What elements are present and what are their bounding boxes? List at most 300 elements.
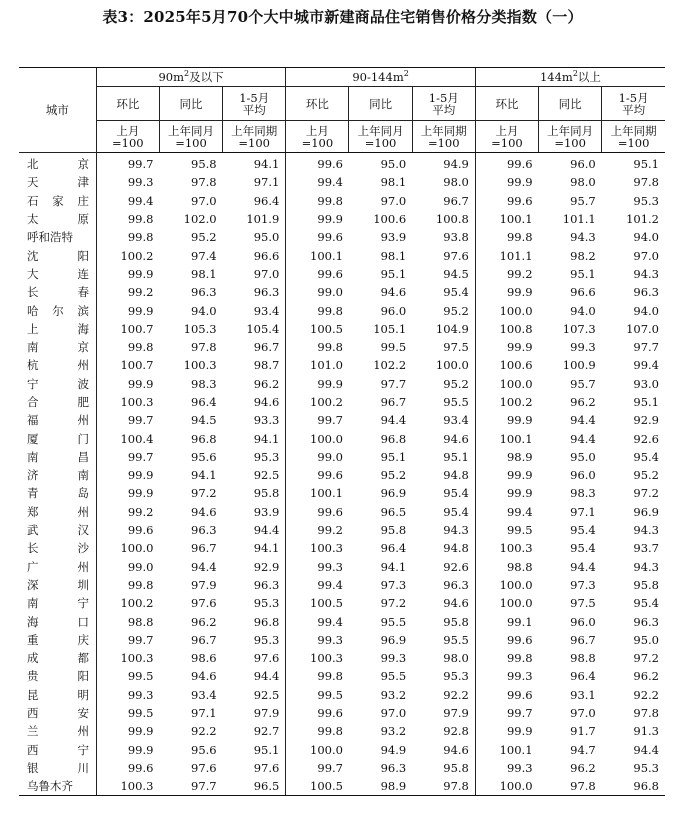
base-label: 上月: [116, 123, 140, 138]
value-cell: 95.8: [191, 157, 217, 172]
value-cell: 97.8: [633, 706, 659, 721]
value-cell: 95.1: [380, 266, 407, 281]
value-cell: 99.6: [475, 631, 538, 649]
value-cell: 99.8: [286, 722, 349, 740]
table-body: [19, 153, 665, 796]
value-cell: 99.8: [96, 228, 159, 246]
value-cell: 99.4: [286, 576, 349, 594]
value-cell: 99.8: [286, 301, 349, 319]
value-cell: 97.1: [253, 175, 280, 190]
value-cell: 100.1: [475, 429, 538, 447]
value-cell: 94.4: [570, 431, 596, 446]
value-cell: 94.6: [443, 742, 469, 757]
value-cell: 99.8: [96, 210, 159, 228]
city-name: 福 州: [27, 413, 89, 428]
value-cell: 100.0: [475, 375, 538, 393]
value-cell: 100.0: [475, 301, 538, 319]
value-cell: 99.9: [286, 375, 349, 393]
base-value: =100: [238, 135, 270, 150]
city-name: 大 连: [27, 266, 89, 281]
city-name: 西 安: [27, 706, 89, 721]
value-cell: 100.5: [286, 777, 349, 796]
metric-header: [349, 87, 412, 121]
value-cell: 95.1: [253, 742, 280, 757]
metric-label: 同比: [558, 96, 582, 111]
city-cell: [19, 448, 96, 466]
value-cell: 97.8: [191, 175, 217, 190]
value-cell: 99.9: [96, 265, 159, 283]
value-cell: 99.4: [633, 358, 659, 373]
value-cell: 95.3: [633, 760, 659, 775]
base-header: [286, 121, 349, 153]
value-cell: 98.3: [570, 486, 596, 501]
value-cell: 99.7: [475, 704, 538, 722]
value-cell: 105.3: [183, 321, 217, 336]
value-cell: 96.6: [570, 285, 596, 300]
value-cell: 99.7: [96, 153, 159, 174]
value-cell: 95.4: [570, 523, 596, 538]
city-cell: [19, 338, 96, 356]
value-cell: 99.8: [286, 338, 349, 356]
value-cell: 95.1: [443, 449, 469, 464]
value-cell: 93.0: [633, 376, 659, 391]
value-cell: 101.0: [286, 356, 349, 374]
table-row: [19, 246, 665, 264]
value-cell: 97.1: [570, 504, 596, 519]
value-cell: 97.6: [191, 760, 217, 775]
value-cell: 97.8: [412, 777, 475, 796]
city-cell: [19, 558, 96, 576]
city-cell: [19, 612, 96, 630]
city-cell: [19, 265, 96, 283]
value-cell: 100.3: [475, 539, 538, 557]
value-cell: 94.3: [570, 230, 596, 245]
city-name: 长 春: [27, 285, 89, 300]
value-cell: 92.9: [253, 559, 280, 574]
metric-header: [539, 87, 602, 121]
value-cell: 99.6: [286, 228, 349, 246]
table-title: 表3：2025年5月70个大中城市新建商品住宅销售价格分类指数（一）: [102, 8, 583, 26]
value-cell: 96.9: [380, 632, 407, 647]
table-row: [19, 320, 665, 338]
city-name: 上 海: [27, 321, 89, 336]
value-cell: 95.2: [191, 230, 217, 245]
city-cell: [19, 722, 96, 740]
value-cell: 99.9: [96, 375, 159, 393]
value-cell: 94.4: [633, 742, 659, 757]
value-cell: 94.7: [570, 742, 596, 757]
metric-sublabel: 平均: [242, 102, 266, 117]
value-cell: 100.7: [96, 356, 159, 374]
value-cell: 99.9: [286, 210, 349, 228]
value-cell: 94.8: [443, 541, 469, 556]
value-cell: 97.0: [191, 193, 217, 208]
value-cell: 99.9: [475, 484, 538, 502]
value-cell: 98.7: [253, 358, 280, 373]
size-group-suffix: 及以下: [189, 70, 224, 84]
metric-header: [223, 87, 286, 121]
base-label: 上年同期: [420, 123, 467, 138]
table-row: [19, 173, 665, 191]
metric-header: [412, 87, 475, 121]
value-cell: 94.8: [443, 468, 469, 483]
value-cell: 97.7: [159, 777, 222, 796]
value-cell: 93.7: [633, 541, 659, 556]
city-name: 长 沙: [27, 541, 89, 556]
city-name: 宁 波: [27, 376, 89, 391]
table-row: [19, 153, 665, 174]
value-cell: 95.1: [633, 157, 659, 172]
value-cell: 95.6: [191, 742, 217, 757]
table-row: [19, 283, 665, 301]
city-name: 北 京: [27, 157, 89, 172]
base-value: =100: [175, 135, 207, 150]
value-cell: 99.5: [286, 686, 349, 704]
value-cell: 94.4: [380, 413, 407, 428]
city-cell: [19, 576, 96, 594]
value-cell: 99.9: [475, 173, 538, 191]
value-cell: 99.9: [475, 411, 538, 429]
value-cell: 104.9: [435, 321, 469, 336]
value-cell: 94.1: [380, 559, 407, 574]
city-cell: [19, 173, 96, 191]
value-cell: 99.0: [286, 448, 349, 466]
value-cell: 96.4: [191, 395, 217, 409]
metric-label: 1-5月: [239, 90, 270, 105]
value-cell: 97.6: [253, 651, 280, 666]
value-cell: 100.6: [475, 356, 538, 374]
value-cell: 99.3: [570, 340, 596, 355]
base-header: [475, 121, 538, 153]
value-cell: 100.3: [96, 777, 159, 796]
value-cell: 96.7: [191, 541, 217, 556]
value-cell: 99.7: [96, 411, 159, 429]
base-value: =100: [491, 135, 523, 150]
city-cell: [19, 192, 96, 210]
table-row: [19, 228, 665, 246]
size-group-sup: 2: [183, 69, 190, 78]
value-cell: 94.6: [253, 395, 280, 409]
city-cell: [19, 777, 96, 796]
value-cell: 93.1: [570, 687, 596, 702]
value-cell: 100.1: [286, 484, 349, 502]
city-cell: [19, 246, 96, 264]
value-cell: 95.8: [633, 577, 659, 592]
metric-label: 1-5月: [428, 90, 459, 105]
city-cell: [19, 210, 96, 228]
value-cell: 96.2: [253, 376, 280, 391]
value-cell: 96.2: [570, 760, 596, 775]
base-value: =100: [301, 135, 334, 150]
city-cell: [19, 686, 96, 704]
size-group-sup: 2: [572, 69, 578, 78]
value-cell: 94.9: [443, 157, 469, 172]
price-index-table: [19, 67, 665, 796]
value-cell: 95.5: [443, 632, 469, 647]
city-cell: [19, 356, 96, 374]
value-cell: 97.2: [191, 486, 217, 501]
city-cell: [19, 594, 96, 612]
value-cell: 96.4: [253, 193, 280, 208]
value-cell: 99.6: [475, 192, 538, 210]
value-cell: 96.7: [570, 632, 596, 647]
value-cell: 95.4: [633, 596, 659, 611]
value-cell: 97.5: [443, 340, 469, 355]
value-cell: 98.8: [570, 651, 596, 666]
base-header: [539, 121, 602, 153]
table-row: [19, 466, 665, 484]
value-cell: 100.3: [96, 649, 159, 667]
value-cell: 100.0: [286, 741, 349, 759]
value-cell: 100.2: [96, 594, 159, 612]
value-cell: 97.0: [570, 706, 596, 721]
table-row: [19, 594, 665, 612]
value-cell: 92.8: [443, 724, 469, 739]
value-cell: 99.2: [475, 265, 538, 283]
metric-label: 环比: [495, 96, 519, 111]
base-label: 上月: [305, 123, 329, 138]
city-cell: [19, 301, 96, 319]
value-cell: 95.1: [380, 449, 407, 464]
table-row: [19, 338, 665, 356]
value-cell: 94.0: [570, 303, 596, 318]
table-row: [19, 576, 665, 594]
value-cell: 100.0: [475, 777, 538, 796]
metric-label: 环比: [305, 96, 329, 111]
city-name: 银 川: [27, 760, 89, 775]
value-cell: 100.2: [286, 393, 349, 411]
value-cell: 96.8: [253, 614, 280, 629]
value-cell: 94.6: [191, 504, 217, 519]
city-name: 天 津: [27, 175, 89, 190]
value-cell: 96.2: [633, 669, 659, 684]
table-row: [19, 503, 665, 521]
city-cell: [19, 375, 96, 393]
value-cell: 100.3: [286, 539, 349, 557]
table-row: [19, 192, 665, 210]
value-cell: 99.8: [286, 192, 349, 210]
city-name: 深 圳: [27, 577, 89, 592]
city-name: 南 京: [27, 340, 89, 355]
city-cell: [19, 484, 96, 502]
value-cell: 97.8: [633, 175, 659, 190]
value-cell: 99.6: [96, 759, 159, 777]
value-cell: 94.1: [253, 157, 280, 172]
metric-header: [286, 87, 349, 121]
value-cell: 94.6: [191, 669, 217, 684]
value-cell: 97.6: [443, 248, 469, 263]
table-row: [19, 265, 665, 283]
metric-header: [602, 87, 665, 121]
value-cell: 96.5: [380, 504, 407, 519]
value-cell: 92.6: [443, 559, 469, 574]
base-value: =100: [364, 135, 397, 150]
value-cell: 99.4: [96, 192, 159, 210]
value-cell: 96.9: [380, 486, 407, 501]
value-cell: 99.5: [380, 340, 407, 355]
value-cell: 95.4: [443, 285, 469, 300]
value-cell: 95.8: [380, 523, 407, 538]
value-cell: 97.9: [191, 577, 217, 592]
value-cell: 102.2: [373, 358, 407, 373]
value-cell: 98.9: [349, 777, 412, 796]
city-cell: [19, 466, 96, 484]
value-cell: 98.6: [191, 651, 217, 666]
value-cell: 97.9: [443, 706, 469, 721]
metric-header: [96, 87, 159, 121]
value-cell: 96.4: [570, 669, 596, 684]
value-cell: 93.4: [191, 687, 217, 702]
value-cell: 100.1: [475, 210, 538, 228]
value-cell: 100.7: [96, 320, 159, 338]
city-name: 西 宁: [27, 742, 89, 757]
value-cell: 101.2: [626, 212, 659, 227]
city-name: 杭 州: [27, 358, 89, 373]
value-cell: 99.9: [475, 283, 538, 301]
value-cell: 105.1: [373, 321, 407, 336]
value-cell: 96.2: [191, 614, 217, 629]
value-cell: 94.5: [443, 266, 469, 281]
base-label: 上年同期: [610, 123, 657, 138]
value-cell: 99.8: [475, 228, 538, 246]
value-cell: 99.9: [96, 301, 159, 319]
value-cell: 99.6: [286, 265, 349, 283]
value-cell: 95.0: [380, 157, 407, 172]
value-cell: 95.4: [633, 449, 659, 464]
value-cell: 99.8: [96, 576, 159, 594]
value-cell: 96.3: [253, 285, 280, 300]
value-cell: 100.9: [562, 358, 596, 373]
value-cell: 96.8: [602, 777, 665, 796]
city-cell: [19, 153, 96, 174]
value-cell: 95.3: [253, 632, 280, 647]
value-cell: 97.0: [633, 248, 659, 263]
value-cell: 99.6: [286, 153, 349, 174]
value-cell: 96.5: [223, 777, 286, 796]
table-row: [19, 393, 665, 411]
value-cell: 97.8: [539, 777, 602, 796]
city-cell: [19, 393, 96, 411]
value-cell: 97.3: [380, 577, 407, 592]
base-header: [96, 121, 159, 153]
value-cell: 93.8: [443, 230, 469, 245]
value-cell: 99.3: [475, 759, 538, 777]
table-row: [19, 558, 665, 576]
value-cell: 99.9: [96, 484, 159, 502]
value-cell: 95.3: [633, 193, 659, 208]
table-row: [19, 429, 665, 447]
city-name: 石 家 庄: [27, 193, 89, 208]
value-cell: 107.0: [626, 321, 659, 336]
value-cell: 99.9: [475, 338, 538, 356]
value-cell: 95.2: [380, 468, 407, 483]
value-cell: 99.8: [475, 649, 538, 667]
city-name: 厦 门: [27, 431, 89, 446]
value-cell: 99.8: [286, 667, 349, 685]
value-cell: 99.2: [286, 521, 349, 539]
value-cell: 99.9: [475, 466, 538, 484]
value-cell: 100.0: [475, 576, 538, 594]
value-cell: 100.1: [286, 246, 349, 264]
value-cell: 98.0: [570, 175, 596, 190]
table-header: [19, 68, 665, 153]
value-cell: 99.5: [96, 667, 159, 685]
value-cell: 95.7: [570, 376, 596, 391]
value-cell: 97.4: [191, 248, 217, 263]
value-cell: 97.0: [253, 266, 280, 281]
table-row: [19, 301, 665, 319]
value-cell: 94.6: [443, 431, 469, 446]
value-cell: 97.3: [570, 577, 596, 592]
city-name: 贵 阳: [27, 669, 89, 684]
value-cell: 92.5: [253, 687, 280, 702]
city-cell: [19, 521, 96, 539]
table-row: [19, 686, 665, 704]
table-row: [19, 448, 665, 466]
value-cell: 96.7: [443, 193, 469, 208]
value-cell: 99.6: [475, 153, 538, 174]
value-cell: 99.6: [96, 521, 159, 539]
value-cell: 97.6: [191, 596, 217, 611]
value-cell: 96.7: [253, 340, 280, 355]
table-row: [19, 704, 665, 722]
size-group-prefix: 90m: [158, 70, 184, 84]
value-cell: 97.0: [380, 193, 407, 208]
city-name: 哈 尔 滨: [27, 303, 89, 318]
value-cell: 100.0: [96, 539, 159, 557]
value-cell: 94.0: [633, 230, 659, 245]
city-name: 昆 明: [27, 687, 89, 702]
value-cell: 93.2: [380, 724, 407, 739]
value-cell: 99.7: [96, 448, 159, 466]
city-name: 南 宁: [27, 596, 89, 611]
city-cell: [19, 411, 96, 429]
table-row: [19, 649, 665, 667]
value-cell: 105.4: [246, 321, 280, 336]
value-cell: 91.3: [633, 724, 659, 739]
base-header: [602, 121, 665, 153]
value-cell: 97.2: [380, 596, 407, 611]
value-cell: 101.1: [475, 246, 538, 264]
base-header: [412, 121, 475, 153]
value-cell: 96.0: [570, 157, 596, 172]
value-cell: 100.2: [475, 393, 538, 411]
value-cell: 94.4: [253, 523, 280, 538]
city-name: 南 昌: [27, 449, 89, 464]
city-name: 武 汉: [27, 523, 89, 538]
table-row: [19, 667, 665, 685]
value-cell: 99.1: [475, 612, 538, 630]
value-cell: 99.3: [475, 667, 538, 685]
value-cell: 98.1: [380, 175, 407, 190]
value-cell: 94.1: [253, 431, 280, 446]
value-cell: 97.1: [191, 706, 217, 721]
value-cell: 100.5: [286, 320, 349, 338]
metric-sublabel: 平均: [432, 102, 456, 117]
base-value: =100: [554, 135, 586, 150]
value-cell: 99.0: [286, 283, 349, 301]
value-cell: 92.2: [443, 687, 469, 702]
value-cell: 99.4: [475, 503, 538, 521]
value-cell: 96.3: [443, 577, 469, 592]
metric-label: 环比: [116, 96, 140, 111]
city-cell: [19, 283, 96, 301]
size-group-header: [286, 68, 476, 87]
metric-label: 1-5月: [618, 90, 649, 105]
value-cell: 95.4: [570, 541, 596, 556]
value-cell: 96.7: [191, 632, 217, 647]
city-name: 呼和浩特: [27, 230, 73, 245]
